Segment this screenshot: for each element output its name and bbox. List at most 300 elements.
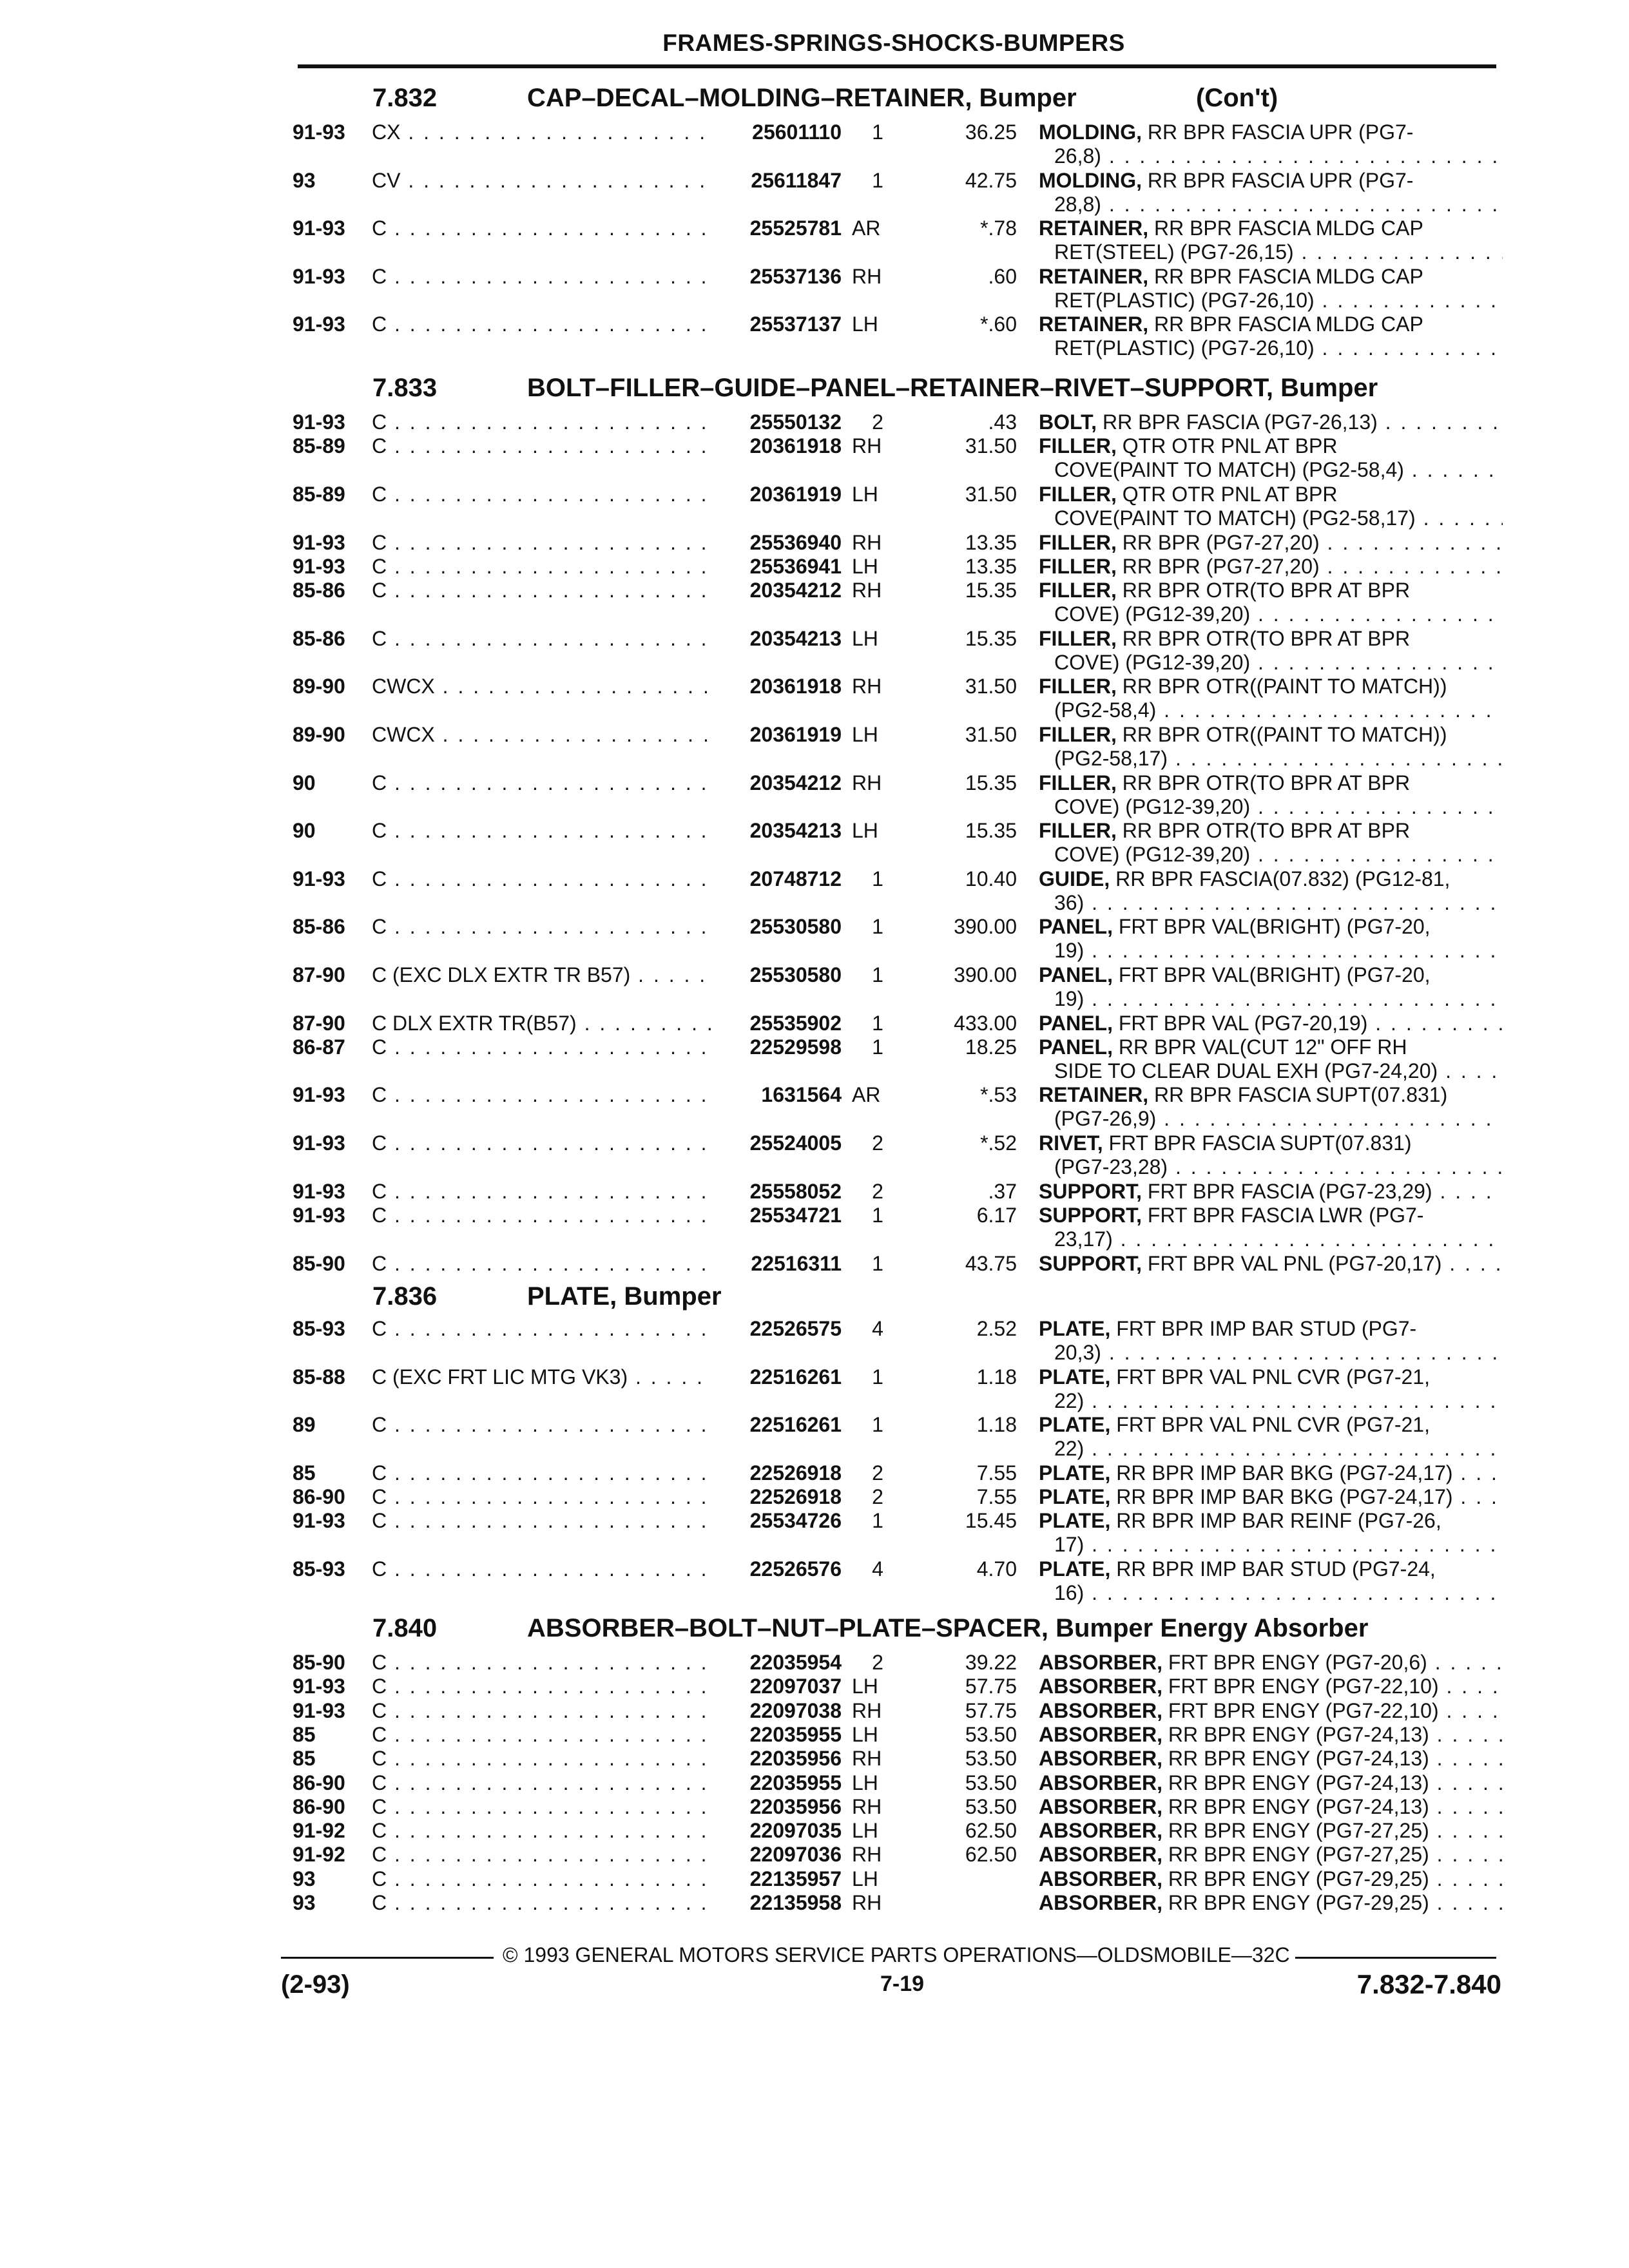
- description-line-1: [1039, 627, 1503, 651]
- description-text: FRT BPR VAL PNL (PG7-20,17): [1147, 1251, 1442, 1275]
- description-line-1: [1039, 1699, 1503, 1723]
- row-model: [372, 120, 713, 144]
- leader-dots: [1429, 1843, 1503, 1866]
- row-price: 31.50: [965, 722, 1017, 746]
- row-model-text: C: [372, 1867, 387, 1890]
- row-part-number: 1631564: [761, 1083, 842, 1107]
- row-model-text: C: [372, 1203, 387, 1227]
- row-quantity: RH: [852, 530, 882, 554]
- row-quantity: 1: [872, 867, 883, 890]
- leader-dots: [1113, 1227, 1503, 1251]
- description-line-1: [1039, 1651, 1503, 1675]
- leader-dots: [1429, 1795, 1503, 1818]
- row-model-text: C: [372, 1891, 387, 1914]
- leader-dots: [387, 1723, 713, 1746]
- description-text: RR BPR FASCIA UPR (PG7-: [1147, 120, 1414, 144]
- description-line-1: [1039, 915, 1503, 939]
- description-text: FRT BPR IMP BAR STUD (PG7-: [1116, 1317, 1417, 1340]
- leader-dots: [1084, 987, 1503, 1010]
- row-model-text: C: [372, 1413, 387, 1437]
- leader-dots: [387, 1131, 713, 1155]
- row-price: 39.22: [965, 1651, 1017, 1674]
- description-keyword: ABSORBER,: [1039, 1819, 1163, 1843]
- description-text: RR BPR OTR((PAINT TO MATCH)): [1122, 722, 1447, 746]
- description-line-1: [1039, 1485, 1503, 1509]
- description-text: RR BPR ENGY (PG7-24,13): [1168, 1794, 1429, 1818]
- description-continuation: 22): [1054, 1437, 1084, 1461]
- leader-dots: [387, 1795, 713, 1818]
- description-keyword: PANEL,: [1039, 1011, 1113, 1035]
- leader-dots: [387, 1509, 713, 1532]
- row-quantity: AR: [852, 1083, 881, 1107]
- row-model: [372, 216, 713, 240]
- description-text: RR BPR ENGY (PG7-24,13): [1168, 1747, 1429, 1771]
- row-price: 62.50: [965, 1819, 1017, 1843]
- leader-dots: [1101, 193, 1503, 216]
- row-model-text: C: [372, 554, 387, 578]
- description-text: RR BPR IMP BAR STUD (PG7-24,: [1116, 1557, 1436, 1581]
- row-part-number: 25530580: [749, 963, 842, 986]
- row-price: 57.75: [965, 1698, 1017, 1722]
- leader-dots: [387, 1317, 713, 1340]
- description-continuation: 22): [1054, 1389, 1084, 1412]
- description-line-1: [1039, 1413, 1503, 1437]
- row-quantity: RH: [852, 434, 882, 458]
- row-description: [1039, 312, 1503, 360]
- row-part-number: 25536940: [749, 530, 842, 554]
- row-years: 85-88: [293, 1365, 345, 1389]
- description-text: QTR OTR PNL AT BPR: [1122, 482, 1338, 506]
- description-continuation: 19): [1054, 986, 1084, 1010]
- description-keyword: BOLT,: [1039, 410, 1097, 434]
- description-text: RR BPR FASCIA MLDG CAP: [1153, 264, 1423, 288]
- description-continuation: (PG2-58,4): [1054, 698, 1157, 722]
- description-keyword: FILLER,: [1039, 722, 1117, 746]
- row-model: [372, 410, 713, 434]
- description-text: RR BPR IMP BAR BKG (PG7-24,17): [1116, 1485, 1453, 1509]
- description-line-1: [1039, 1012, 1503, 1035]
- description-line-1: [1039, 1843, 1503, 1867]
- row-quantity: LH: [852, 554, 878, 578]
- row-description: [1039, 771, 1503, 819]
- leader-dots: [387, 216, 713, 240]
- row-description: [1039, 1317, 1503, 1365]
- row-years: 91-93: [293, 1083, 345, 1107]
- leader-dots: [387, 1651, 713, 1674]
- row-model: [372, 1131, 713, 1155]
- row-model-text: C: [372, 771, 387, 794]
- row-years: 91-93: [293, 120, 345, 144]
- description-keyword: ABSORBER,: [1039, 1722, 1163, 1746]
- leader-dots: [577, 1012, 713, 1035]
- leader-dots: [387, 531, 713, 554]
- section-title: ABSORBER–BOLT–NUT–PLATE–SPACER, Bumper Energy Absorber: [527, 1614, 1369, 1642]
- leader-dots: [1429, 1771, 1503, 1794]
- row-model-text: C: [372, 216, 387, 240]
- row-quantity: RH: [852, 579, 882, 602]
- leader-dots: [1084, 1389, 1503, 1412]
- description-line-1: [1039, 312, 1503, 336]
- description-line-2: [1039, 795, 1503, 819]
- leader-dots: [387, 1699, 713, 1722]
- row-quantity: LH: [852, 626, 878, 650]
- description-line-2: [1039, 506, 1503, 530]
- description-text: RR BPR FASCIA (PG7-26,13): [1102, 410, 1378, 434]
- row-model: [372, 555, 713, 579]
- row-part-number: 22097036: [749, 1843, 842, 1867]
- description-keyword: PLATE,: [1039, 1509, 1111, 1533]
- leader-dots: [1439, 1675, 1503, 1698]
- row-price: .37: [988, 1179, 1017, 1203]
- description-continuation: (PG2-58,17): [1054, 746, 1168, 770]
- description-keyword: ABSORBER,: [1039, 1794, 1163, 1818]
- leader-dots: [1168, 747, 1503, 770]
- row-model-text: C: [372, 1251, 387, 1275]
- leader-dots: [1294, 240, 1503, 264]
- row-quantity: RH: [852, 1843, 882, 1867]
- description-keyword: PLATE,: [1039, 1413, 1111, 1437]
- leader-dots: [1250, 651, 1503, 674]
- row-years: 90: [293, 771, 316, 794]
- description-line-1: [1039, 1867, 1503, 1891]
- description-continuation: COVE) (PG12-39,20): [1054, 794, 1251, 818]
- leader-dots: [1156, 1107, 1503, 1130]
- row-model: [372, 434, 713, 458]
- row-model-text: CV: [372, 168, 401, 192]
- leader-dots: [387, 1461, 713, 1485]
- description-line-1: [1039, 1509, 1503, 1533]
- row-price: *.52: [980, 1131, 1017, 1155]
- row-model-text: C: [372, 1317, 387, 1340]
- description-text: FRT BPR ENGY (PG7-22,10): [1168, 1675, 1439, 1698]
- row-price: 1.18: [976, 1365, 1017, 1389]
- leader-dots: [1250, 843, 1503, 866]
- row-years: 85-93: [293, 1557, 345, 1581]
- row-quantity: RH: [852, 264, 882, 288]
- description-line-2: [1039, 747, 1503, 771]
- row-price: 15.35: [965, 626, 1017, 650]
- leader-dots: [1429, 1723, 1503, 1746]
- leader-dots: [387, 819, 713, 842]
- row-quantity: RH: [852, 1747, 882, 1771]
- row-description: [1039, 1131, 1503, 1179]
- leader-dots: [387, 410, 713, 434]
- description-line-2: [1039, 1533, 1503, 1557]
- footer-copyright: © 1993 GENERAL MOTORS SERVICE PARTS OPERATIONS—OLDSMOBILE—32C: [503, 1943, 1290, 1966]
- description-keyword: RETAINER,: [1039, 312, 1149, 336]
- row-part-number: 22516311: [751, 1251, 842, 1275]
- description-line-2: [1039, 1389, 1503, 1413]
- description-line-2: [1039, 1341, 1503, 1365]
- row-price: 31.50: [965, 482, 1017, 506]
- description-line-2: [1039, 240, 1503, 264]
- description-line-2: [1039, 987, 1503, 1011]
- description-text: RR BPR ENGY (PG7-27,25): [1168, 1843, 1429, 1867]
- row-quantity: LH: [852, 1722, 878, 1746]
- row-description: [1039, 627, 1503, 675]
- description-text: RR BPR ENGY (PG7-29,25): [1168, 1867, 1429, 1890]
- description-line-1: [1039, 531, 1503, 555]
- row-years: 85-86: [293, 579, 345, 602]
- section-heading: [0, 1282, 1629, 1314]
- row-model: [372, 963, 713, 987]
- leader-dots: [387, 434, 713, 457]
- section-number: 7.836: [372, 1282, 438, 1311]
- row-model-text: C: [372, 1461, 387, 1485]
- row-model: [372, 867, 713, 891]
- description-text: RR BPR OTR((PAINT TO MATCH)): [1122, 675, 1447, 698]
- row-price: 433.00: [954, 1011, 1017, 1035]
- row-part-number: 22035956: [749, 1747, 842, 1771]
- description-keyword: ABSORBER,: [1039, 1675, 1163, 1698]
- description-line-2: [1039, 891, 1503, 915]
- row-model-text: C (EXC DLX EXTR TR B57): [372, 963, 631, 986]
- row-part-number: 20361919: [749, 482, 842, 506]
- description-line-2: [1039, 336, 1503, 360]
- row-model: [372, 1180, 713, 1204]
- description-line-2: [1039, 1581, 1503, 1605]
- row-model: [372, 1317, 713, 1341]
- leader-dots: [1438, 1059, 1503, 1082]
- row-part-number: 20354212: [749, 771, 842, 794]
- description-keyword: FILLER,: [1039, 434, 1117, 458]
- row-description: [1039, 723, 1503, 771]
- row-description: [1039, 1723, 1503, 1747]
- description-keyword: SUPPORT,: [1039, 1179, 1142, 1203]
- section-title: BOLT–FILLER–GUIDE–PANEL–RETAINER–RIVET–SUPPORT, Bumper: [527, 374, 1378, 402]
- leader-dots: [1367, 1012, 1503, 1035]
- leader-dots: [387, 1413, 713, 1436]
- row-quantity: 1: [872, 1413, 883, 1437]
- description-continuation: (PG7-26,9): [1054, 1107, 1157, 1131]
- description-keyword: ABSORBER,: [1039, 1891, 1163, 1914]
- row-description: [1039, 1485, 1503, 1509]
- description-line-2: [1039, 1107, 1503, 1131]
- row-model-text: C: [372, 1083, 387, 1107]
- description-keyword: FILLER,: [1039, 771, 1117, 794]
- row-part-number: 22097035: [749, 1819, 842, 1843]
- description-line-2: [1039, 651, 1503, 675]
- description-line-1: [1039, 1317, 1503, 1341]
- description-line-2: [1039, 602, 1503, 626]
- row-part-number: 25536941: [749, 554, 842, 578]
- row-model-text: C: [372, 1675, 387, 1698]
- row-model: [372, 531, 713, 555]
- row-model: [372, 1204, 713, 1227]
- row-part-number: 25537137: [749, 312, 842, 336]
- row-model: [372, 1557, 713, 1581]
- section-heading: [0, 1614, 1629, 1646]
- row-price: 36.25: [965, 120, 1017, 144]
- row-description: [1039, 579, 1503, 626]
- leader-dots: [387, 1843, 713, 1866]
- row-model-text: C DLX EXTR TR(B57): [372, 1011, 577, 1035]
- description-line-1: [1039, 579, 1503, 602]
- description-line-1: [1039, 1819, 1503, 1843]
- row-years: 91-93: [293, 264, 345, 288]
- description-keyword: ABSORBER,: [1039, 1747, 1163, 1771]
- row-model: [372, 1747, 713, 1771]
- row-years: 91-93: [293, 867, 345, 890]
- description-line-1: [1039, 675, 1503, 698]
- leader-dots: [1432, 1180, 1503, 1203]
- leader-dots: [387, 1747, 713, 1770]
- row-years: 85: [293, 1747, 316, 1771]
- description-continuation: 23,17): [1054, 1227, 1113, 1251]
- description-line-2: [1039, 698, 1503, 722]
- leader-dots: [400, 169, 713, 192]
- section-number: 7.833: [372, 374, 438, 402]
- row-description: [1039, 867, 1503, 915]
- row-years: 85-93: [293, 1317, 345, 1340]
- section-number: 7.840: [372, 1614, 438, 1642]
- description-line-2: [1039, 1059, 1503, 1083]
- row-years: 86-90: [293, 1771, 345, 1794]
- description-keyword: FILLER,: [1039, 626, 1117, 650]
- row-quantity: RH: [852, 1698, 882, 1722]
- leader-dots: [387, 1675, 713, 1698]
- description-text: FRT BPR FASCIA (PG7-23,29): [1147, 1179, 1432, 1203]
- row-model: [372, 1083, 713, 1107]
- row-quantity: RH: [852, 1891, 882, 1914]
- leader-dots: [1453, 1461, 1503, 1485]
- row-quantity: AR: [852, 216, 881, 240]
- row-years: 91-93: [293, 554, 345, 578]
- row-part-number: 22035954: [749, 1651, 842, 1674]
- row-years: 91-93: [293, 410, 345, 434]
- description-continuation: 36): [1054, 890, 1084, 914]
- description-keyword: MOLDING,: [1039, 120, 1142, 144]
- row-price: 62.50: [965, 1843, 1017, 1867]
- row-years: 91-93: [293, 1131, 345, 1155]
- row-part-number: 22526575: [749, 1317, 842, 1340]
- description-keyword: PLATE,: [1039, 1317, 1111, 1340]
- leader-dots: [628, 1365, 713, 1389]
- description-text: RR BPR OTR(TO BPR AT BPR: [1122, 819, 1411, 843]
- description-line-1: [1039, 169, 1503, 193]
- row-part-number: 22516261: [749, 1413, 842, 1437]
- row-description: [1039, 1204, 1503, 1251]
- section-heading: [0, 374, 1629, 406]
- row-description: [1039, 483, 1503, 530]
- row-years: 86-87: [293, 1035, 345, 1059]
- row-part-number: 22035955: [749, 1771, 842, 1794]
- row-model: [372, 1843, 713, 1867]
- row-years: 85-90: [293, 1651, 345, 1674]
- row-quantity: 2: [872, 1461, 883, 1485]
- description-text: RR BPR IMP BAR REINF (PG7-26,: [1116, 1509, 1441, 1533]
- row-model-text: C: [372, 1843, 387, 1867]
- description-keyword: ABSORBER,: [1039, 1771, 1163, 1794]
- row-years: 91-93: [293, 1509, 345, 1533]
- row-model: [372, 1252, 713, 1276]
- section-title-suffix: (Con't): [1196, 84, 1278, 112]
- leader-dots: [1101, 1341, 1503, 1364]
- description-line-2: [1039, 843, 1503, 867]
- leader-dots: [1441, 1252, 1503, 1275]
- row-part-number: 25534721: [749, 1203, 842, 1227]
- section-title: PLATE, Bumper: [527, 1282, 722, 1311]
- row-price: 1.18: [976, 1413, 1017, 1437]
- row-model: [372, 1509, 713, 1533]
- description-line-1: [1039, 1675, 1503, 1698]
- leader-dots: [1429, 1891, 1503, 1914]
- row-price: 15.35: [965, 579, 1017, 602]
- leader-dots: [1156, 698, 1503, 722]
- description-text: RR BPR ENGY (PG7-24,13): [1168, 1771, 1429, 1794]
- row-part-number: 25535902: [749, 1011, 842, 1035]
- description-text: FRT BPR FASCIA LWR (PG7-: [1147, 1203, 1424, 1227]
- row-quantity: 4: [872, 1317, 883, 1340]
- description-line-1: [1039, 1723, 1503, 1747]
- description-keyword: SUPPORT,: [1039, 1203, 1142, 1227]
- row-model-text: C: [372, 867, 387, 890]
- row-model-text: C: [372, 1722, 387, 1746]
- description-text: RR BPR FASCIA MLDG CAP: [1153, 312, 1423, 336]
- description-text: RR BPR FASCIA(07.832) (PG12-81,: [1115, 867, 1451, 890]
- row-part-number: 25550132: [749, 410, 842, 434]
- description-line-1: [1039, 1747, 1503, 1771]
- leader-dots: [1320, 555, 1503, 578]
- row-quantity: 4: [872, 1557, 883, 1581]
- row-part-number: 22097037: [749, 1675, 842, 1698]
- row-years: 90: [293, 819, 316, 843]
- row-years: 91-93: [293, 1203, 345, 1227]
- description-keyword: SUPPORT,: [1039, 1251, 1142, 1275]
- row-model-text: C: [372, 482, 387, 506]
- row-years: 91-93: [293, 1675, 345, 1698]
- leader-dots: [387, 771, 713, 794]
- footer-rule-left: [281, 1957, 494, 1959]
- description-line-1: [1039, 1204, 1503, 1227]
- row-model: [372, 1699, 713, 1723]
- row-quantity: 2: [872, 1485, 883, 1509]
- row-part-number: 25530580: [749, 915, 842, 939]
- row-part-number: 20361918: [749, 434, 842, 458]
- row-description: [1039, 1413, 1503, 1461]
- row-price: 390.00: [954, 915, 1017, 939]
- row-quantity: 2: [872, 1131, 883, 1155]
- description-keyword: RETAINER,: [1039, 216, 1149, 240]
- description-line-1: [1039, 120, 1503, 144]
- description-text: RR BPR OTR(TO BPR AT BPR: [1122, 579, 1411, 602]
- row-model-text: C: [372, 530, 387, 554]
- row-price: .43: [988, 410, 1017, 434]
- leader-dots: [1439, 1699, 1503, 1722]
- description-text: RR BPR FASCIA SUPT(07.831): [1153, 1083, 1448, 1107]
- row-price: 10.40: [965, 867, 1017, 890]
- row-price: *.78: [980, 216, 1017, 240]
- row-price: 2.52: [976, 1317, 1017, 1340]
- row-model-text: C (EXC FRT LIC MTG VK3): [372, 1365, 628, 1389]
- leader-dots: [387, 1867, 713, 1890]
- description-text: FRT BPR VAL(BRIGHT) (PG7-20,: [1118, 963, 1431, 986]
- description-text: FRT BPR VAL PNL CVR (PG7-21,: [1116, 1365, 1430, 1389]
- description-text: RR BPR FASCIA UPR (PG7-: [1147, 168, 1414, 192]
- row-years: 91-93: [293, 216, 345, 240]
- row-model-text: C: [372, 1131, 387, 1155]
- description-line-1: [1039, 1131, 1503, 1155]
- leader-dots: [387, 1891, 713, 1914]
- row-model-text: C: [372, 1557, 387, 1581]
- row-model-text: C: [372, 1819, 387, 1843]
- leader-dots: [1378, 410, 1503, 434]
- description-keyword: ABSORBER,: [1039, 1867, 1163, 1890]
- row-description: [1039, 1819, 1503, 1843]
- row-model: [372, 1035, 713, 1059]
- description-keyword: GUIDE,: [1039, 867, 1110, 890]
- row-years: 89-90: [293, 722, 345, 746]
